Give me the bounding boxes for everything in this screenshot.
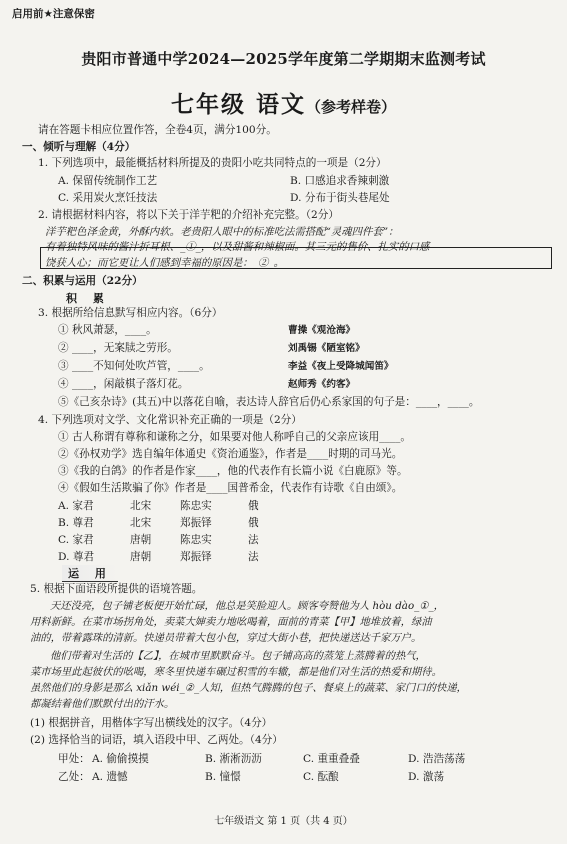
q4-stem: 4. 下列选项对文学、文化常识补充正确的一项是（2分） [38, 414, 302, 426]
q5-p1-line: 用料新鲜。在菜市场拐角处，卖菜大婶卖力地吆喝着，面前的青菜【甲】地堆放着，绿油 [30, 616, 432, 628]
q5-p2-line: 他们带着对生活的【乙】，在城市里默默奋斗。包子铺高高的蒸笼上蒸腾着的热气， [50, 650, 426, 662]
q4-cell: B. 尊君 [58, 517, 94, 529]
yi-option-d: D. 激荡 [408, 771, 445, 783]
q4-cell: 郑振铎 [180, 551, 212, 563]
q4-cell: D. 尊君 [58, 551, 95, 563]
q2-stem: 2. 请根据材料内容，将以下关于洋芋粑的介绍补充完整。（2分） [38, 209, 339, 221]
q2-line-3: 饶获人心；而它更让人们感到幸福的原因是：_②_。 [45, 257, 284, 269]
q5-p2-line: 虽然他们的身影是那么 xiǎn wéi_②_人知，但热气腾腾的包子、餐桌上的蔬菜、家门口的快递， [30, 682, 467, 694]
q3-stem: 3. 根据所给信息默写相应内容。（6分） [38, 307, 223, 319]
yi-option-a: A. 遗憾 [92, 771, 128, 783]
q3-item-4: ④ ____，闲敲棋子落灯花。 [58, 378, 189, 390]
q3-source-1: 曹操《观沧海》 [288, 325, 356, 336]
q4-cell: 法 [248, 534, 259, 546]
q3-item-1: ① 秋风萧瑟，____。 [58, 324, 157, 336]
q4-cell: 俄 [248, 500, 259, 512]
q4-cell: 唐朝 [130, 551, 152, 563]
yi-option-b: B. 憧憬 [205, 771, 241, 783]
q4-item-1: ① 古人称谓有尊称和谦称之分，如果要对他人称呼自己的父亲应该用____。 [58, 431, 411, 443]
q4-cell: 陈忠实 [180, 500, 212, 512]
q5-stem: 5. 根据下面语段所提供的语境答题。 [30, 583, 203, 595]
subject-title [0, 86, 567, 119]
instructions: 请在答题卡相应位置作答，全卷4页，满分100分。 [38, 124, 277, 136]
q3-source-2: 刘禹锡《陋室铭》 [288, 343, 365, 354]
q3-source-4: 赵师秀《约客》 [288, 379, 356, 390]
jia-option-d: D. 浩浩荡荡 [408, 753, 466, 765]
q3-source-3: 李益《夜上受降城闻笛》 [288, 361, 394, 372]
q4-cell: 俄 [248, 517, 259, 529]
section-heading-1: 一、倾听与理解（4分） [22, 141, 136, 153]
q4-item-4: ④《假如生活欺骗了你》作者是____国普希金，代表作有诗歌《自由颂》。 [58, 482, 403, 494]
q5-sub-1: (1) 根据拼音，用楷体字写出横线处的汉字。（4分） [30, 717, 273, 729]
q5-sub-2: (2) 选择恰当的词语，填入语段中甲、乙两处。（4分） [30, 734, 283, 746]
q4-cell: C. 家君 [58, 534, 94, 546]
jia-label: 甲处： [58, 753, 90, 765]
usage-tag: 运 用 [62, 565, 118, 582]
page-footer: 七年级语文 第 1 页（共 4 页） [214, 816, 353, 827]
q1-option-a: A. 保留传统制作工艺 [58, 175, 158, 187]
q1-option-b: B. 口感追求香辣刺激 [290, 175, 390, 187]
q4-cell: 唐朝 [130, 534, 152, 546]
q4-item-3: ③《我的白鸽》的作者是作家____，他的代表作有长篇小说《白鹿原》等。 [58, 465, 408, 477]
accumulation-tag: 积 累 [66, 292, 110, 305]
q4-item-2: ②《孙权劝学》选自编年体通史《资治通鉴》，作者是____时期的司马光。 [58, 448, 403, 460]
jia-option-c: C. 重重叠叠 [303, 753, 360, 765]
q4-cell: 陈忠实 [180, 534, 212, 546]
q5-p2-line: 菜市场里此起彼伏的吆喝，寒冬里快递车碾过积雪的车辙，都是他们对生活的热爱和期待。 [30, 666, 442, 678]
q1-stem: 1. 下列选项中，最能概括材料所提及的贵阳小吃共同特点的一项是（2分） [38, 157, 387, 169]
q4-cell: A. 家君 [58, 500, 94, 512]
q5-p1-line: 油的，带着露珠的清新。快递员带着大包小包，穿过大街小巷，把快递送达千家万户。 [30, 632, 422, 644]
subject-name: 七年级 语文 [170, 91, 306, 118]
q3-item-3: ③ ____不知何处吹芦管，____。 [58, 360, 210, 372]
q5-paragraph-2 [30, 648, 552, 712]
section-heading-2: 二、积累与运用（22分） [22, 275, 143, 287]
q2-line-1: 洋芋粑色泽金黄，外酥内软。老贵阳人眼中的标准吃法需搭配“灵魂四件套”： [45, 226, 399, 238]
jia-option-a: A. 偷偷摸摸 [92, 753, 149, 765]
secret-label: 启用前★注意保密 [12, 8, 95, 20]
yi-option-c: C. 酝酿 [303, 771, 339, 783]
q4-cell: 郑振铎 [180, 517, 212, 529]
q4-cell: 北宋 [130, 500, 152, 512]
exam-title: 贵阳市普通中学2024—2025学年度第二学期期末监测考试 [81, 50, 486, 68]
yi-label: 乙处： [58, 771, 90, 783]
q5-p2-line: 都凝结着他们默默付出的汗水。 [30, 698, 175, 710]
q1-option-c: C. 采用炭火烹饪技法 [58, 192, 158, 204]
q2-line-2: 有着独特风味的酱汁折耳根、_①_，以及甜酱和辣椒面。其三元的售价、扎实的口感 [45, 241, 430, 253]
q3-item-2: ② ____，无案牍之劳形。 [58, 342, 178, 354]
subject-note: （参考样卷） [306, 98, 397, 116]
q5-paragraph-1 [30, 598, 552, 646]
q5-p1-line: 天还没亮，包子铺老板便开始忙碌，他总是笑脸迎人。顾客夸赞他为人 hòu dào_①_， [50, 600, 444, 612]
q3-item-5: ⑤《己亥杂诗》(其五)中以落花自喻，表达诗人辞官后仍心系家国的句子是：____，____。 [58, 396, 480, 408]
q4-cell: 法 [248, 551, 259, 563]
q4-cell: 北宋 [130, 517, 152, 529]
jia-option-b: B. 淅淅沥沥 [205, 753, 262, 765]
q1-option-d: D. 分布于街头巷尾处 [290, 192, 390, 204]
